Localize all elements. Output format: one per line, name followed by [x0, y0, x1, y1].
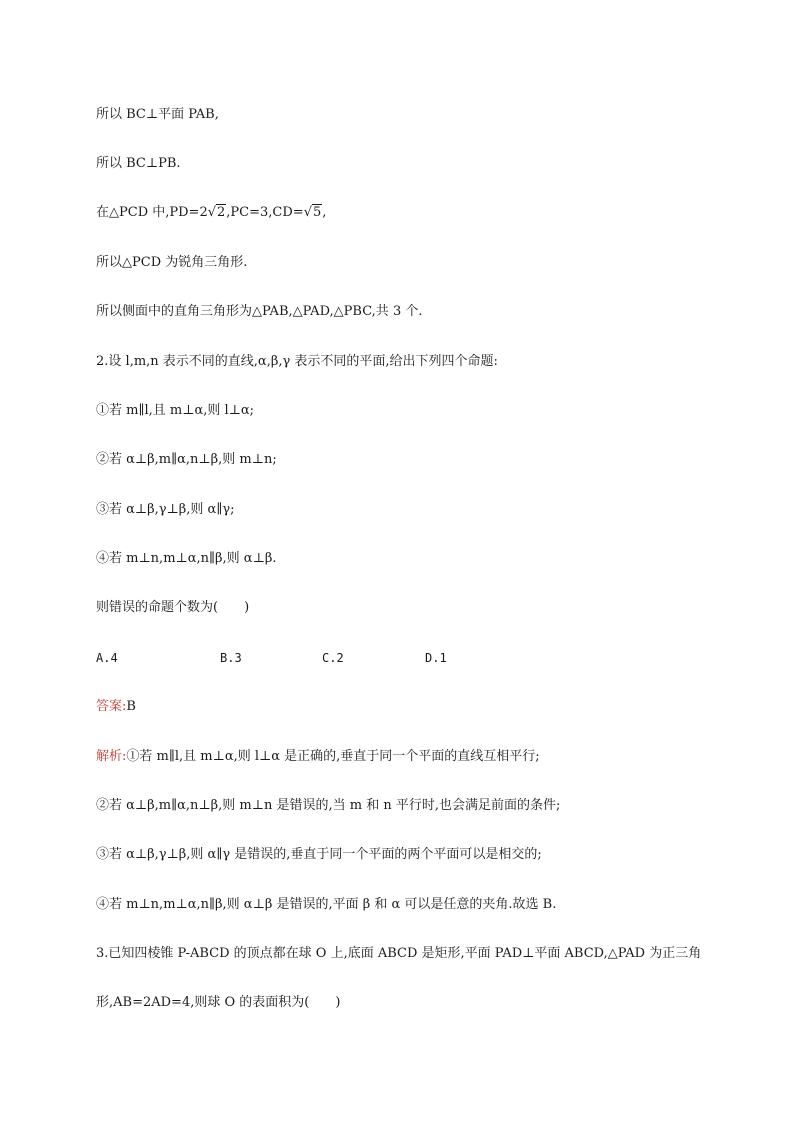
analysis-text: ①若 m∥l,且 m⊥α,则 l⊥α 是正确的,垂直于同一个平面的直线互相平行;: [126, 749, 540, 764]
proposition-3: ③若 α⊥β,γ⊥β,则 α∥γ;: [96, 502, 235, 517]
analysis-line-2: ②若 α⊥β,m∥α,n⊥β,则 m⊥n 是错误的,当 m 和 n 平行时,也会满足前面的条件;: [96, 798, 561, 813]
text-segment: ,PC=3,CD=: [226, 205, 304, 220]
text-line: 所以侧面中的直角三角形为△PAB,△PAD,△PBC,共 3 个.: [96, 304, 423, 319]
text-line: 所以 BC⊥PB.: [96, 156, 181, 171]
sqrt-expression: √2: [207, 205, 226, 220]
option-c: C.2: [322, 651, 344, 665]
text-line-sqrt: [96, 204, 326, 222]
option-a: A.4: [96, 651, 118, 665]
question-ask: 则错误的命题个数为( ): [96, 600, 250, 615]
proposition-4: ④若 m⊥n,m⊥α,n∥β,则 α⊥β.: [96, 551, 277, 566]
analysis-line-1: [96, 748, 540, 766]
proposition-1: ①若 m∥l,且 m⊥α,则 l⊥α;: [96, 403, 255, 418]
radicand: 2: [217, 205, 226, 220]
sqrt-expression: √5: [303, 205, 322, 220]
radicand: 5: [312, 205, 322, 220]
analysis-label: 解析:: [96, 749, 127, 764]
text-segment: 在△PCD 中,PD=2: [96, 205, 208, 220]
text-line: 所以 BC⊥平面 PAB,: [96, 107, 219, 122]
text-line: 所以△PCD 为锐角三角形.: [96, 255, 248, 270]
proposition-2: ②若 α⊥β,m∥α,n⊥β,则 m⊥n;: [96, 452, 277, 467]
option-d: D.1: [425, 651, 447, 665]
analysis-line-4: ④若 m⊥n,m⊥α,n∥β,则 α⊥β 是错误的,平面 β 和 α 可以是任意的夹角.故选 B.: [96, 897, 557, 912]
answer-line: [96, 698, 136, 716]
answer-label: 答案:: [96, 699, 127, 714]
text-segment: ,: [322, 205, 327, 220]
option-b: B.3: [220, 651, 242, 665]
analysis-line-3: ③若 α⊥β,γ⊥β,则 α∥γ 是错误的,垂直于同一个平面的两个平面可以是相交的;: [96, 847, 542, 862]
question-3-line-2: 形,AB=2AD=4,则球 O 的表面积为( ): [96, 995, 341, 1010]
question-3-line-1: 3.已知四棱锥 P-ABCD 的顶点都在球 O 上,底面 ABCD 是矩形,平面 PAD⊥平面 ABCD,△PAD 为正三角: [96, 946, 702, 961]
question-stem: 2.设 l,m,n 表示不同的直线,α,β,γ 表示不同的平面,给出下列四个命题:: [96, 354, 498, 369]
answer-value: B: [126, 699, 136, 714]
options-row: [96, 649, 516, 667]
